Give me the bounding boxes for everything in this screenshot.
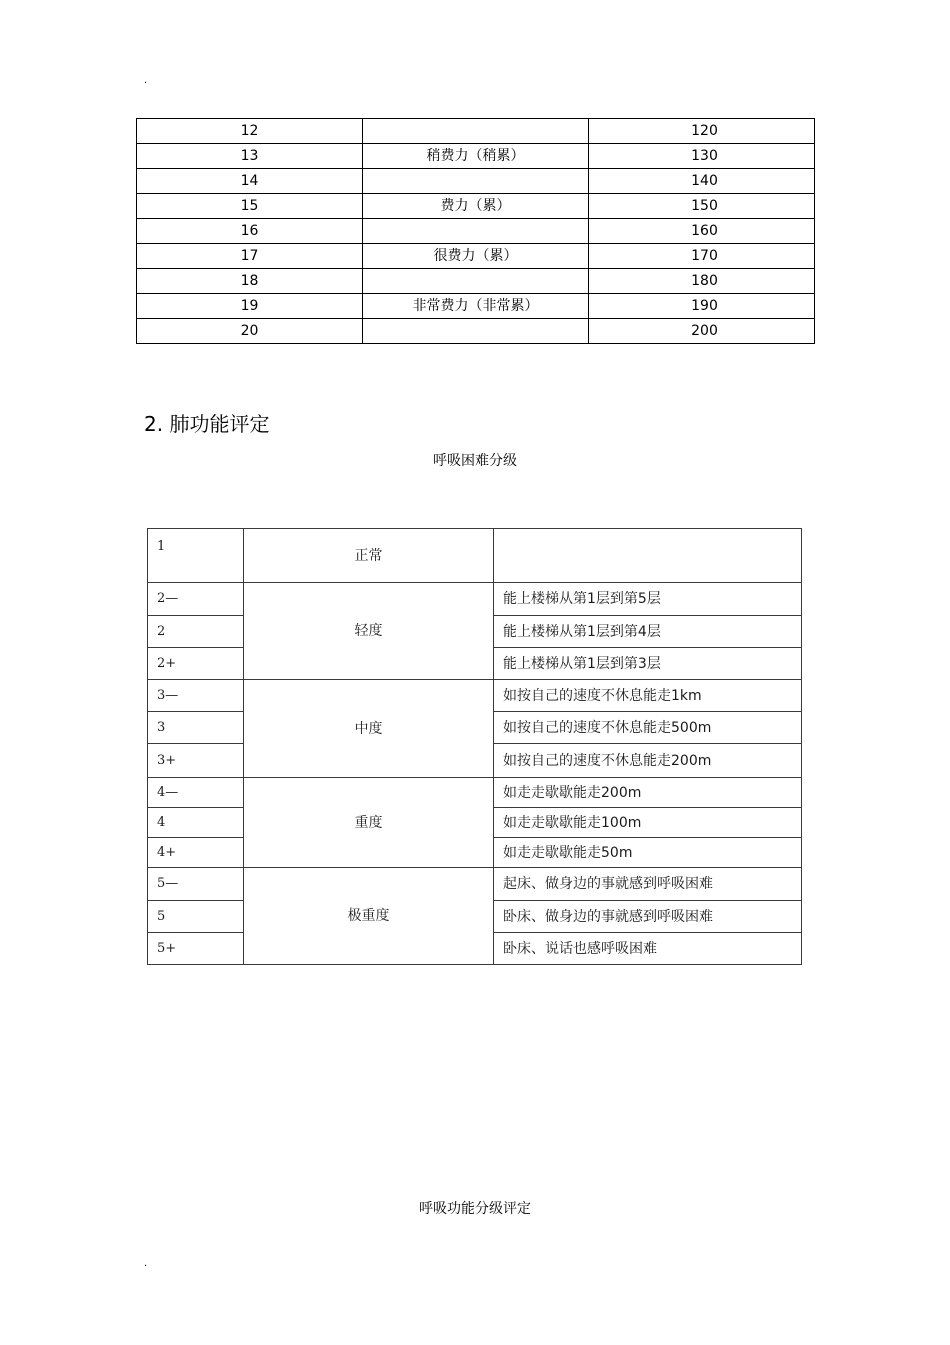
section-heading: 2. 肺功能评定 <box>144 412 270 436</box>
grade-code-cell: 4 <box>148 808 244 838</box>
heart-rate-cell: 140 <box>589 169 815 194</box>
severity-level-cell: 中度 <box>244 680 494 778</box>
severity-level-cell: 正常 <box>244 529 494 583</box>
table-row <box>137 119 815 144</box>
severity-level-cell: 重度 <box>244 778 494 868</box>
scale-cell: 16 <box>137 219 363 244</box>
feeling-cell <box>363 269 589 294</box>
description-cell: 如按自己的速度不休息能走1km <box>494 680 802 712</box>
grade-code-cell: 2 <box>148 616 244 648</box>
heart-rate-cell: 200 <box>589 319 815 344</box>
table-row <box>137 144 815 169</box>
grade-code-cell: 1 <box>148 529 244 583</box>
description-cell: 起床、做身边的事就感到呼吸困难 <box>494 868 802 901</box>
grade-code-cell: 3 <box>148 712 244 744</box>
heart-rate-cell: 130 <box>589 144 815 169</box>
scale-cell: 12 <box>137 119 363 144</box>
grade-code-cell: 5— <box>148 868 244 901</box>
scale-cell: 15 <box>137 194 363 219</box>
grade-code-cell: 5+ <box>148 933 244 965</box>
table-row <box>148 868 802 901</box>
scale-cell: 18 <box>137 269 363 294</box>
feeling-cell: 非常费力（非常累） <box>363 294 589 319</box>
scale-cell: 19 <box>137 294 363 319</box>
table-row <box>148 583 802 616</box>
feeling-cell: 费力（累） <box>363 194 589 219</box>
description-cell <box>494 529 802 583</box>
rpe-heart-rate-table <box>136 118 815 344</box>
table-row <box>148 680 802 712</box>
table-row <box>137 244 815 269</box>
feeling-cell <box>363 219 589 244</box>
scale-cell: 17 <box>137 244 363 269</box>
description-cell: 卧床、说话也感呼吸困难 <box>494 933 802 965</box>
figure-caption: 呼吸功能分级评定 <box>419 1201 531 1217</box>
table-row <box>137 269 815 294</box>
feeling-cell <box>363 169 589 194</box>
grade-code-cell: 4+ <box>148 838 244 868</box>
table-row <box>148 529 802 583</box>
page-marker-top: . <box>144 75 148 86</box>
description-cell: 能上楼梯从第1层到第4层 <box>494 616 802 648</box>
description-cell: 如走走歇歇能走100m <box>494 808 802 838</box>
grade-code-cell: 3+ <box>148 744 244 778</box>
table-row <box>137 169 815 194</box>
grade-code-cell: 5 <box>148 901 244 933</box>
grade-code-cell: 2+ <box>148 648 244 680</box>
heart-rate-cell: 150 <box>589 194 815 219</box>
table-row <box>148 778 802 808</box>
description-cell: 卧床、做身边的事就感到呼吸困难 <box>494 901 802 933</box>
feeling-cell <box>363 319 589 344</box>
page-marker-bottom: . <box>144 1258 148 1269</box>
grade-code-cell: 2— <box>148 583 244 616</box>
table-row <box>137 194 815 219</box>
feeling-cell <box>363 119 589 144</box>
description-cell: 如按自己的速度不休息能走200m <box>494 744 802 778</box>
heart-rate-cell: 190 <box>589 294 815 319</box>
heart-rate-cell: 180 <box>589 269 815 294</box>
heart-rate-cell: 120 <box>589 119 815 144</box>
table-row <box>137 294 815 319</box>
grade-code-cell: 4— <box>148 778 244 808</box>
table-caption: 呼吸困难分级 <box>433 453 517 469</box>
scale-cell: 14 <box>137 169 363 194</box>
table-row <box>137 219 815 244</box>
severity-level-cell: 极重度 <box>244 868 494 965</box>
table-row <box>137 319 815 344</box>
scale-cell: 20 <box>137 319 363 344</box>
description-cell: 能上楼梯从第1层到第3层 <box>494 648 802 680</box>
feeling-cell: 稍费力（稍累） <box>363 144 589 169</box>
description-cell: 如走走歇歇能走200m <box>494 778 802 808</box>
scale-cell: 13 <box>137 144 363 169</box>
heart-rate-cell: 160 <box>589 219 815 244</box>
description-cell: 能上楼梯从第1层到第5层 <box>494 583 802 616</box>
description-cell: 如走走歇歇能走50m <box>494 838 802 868</box>
dyspnea-grade-table <box>147 528 802 965</box>
heart-rate-cell: 170 <box>589 244 815 269</box>
feeling-cell: 很费力（累） <box>363 244 589 269</box>
grade-code-cell: 3— <box>148 680 244 712</box>
description-cell: 如按自己的速度不休息能走500m <box>494 712 802 744</box>
severity-level-cell: 轻度 <box>244 583 494 680</box>
